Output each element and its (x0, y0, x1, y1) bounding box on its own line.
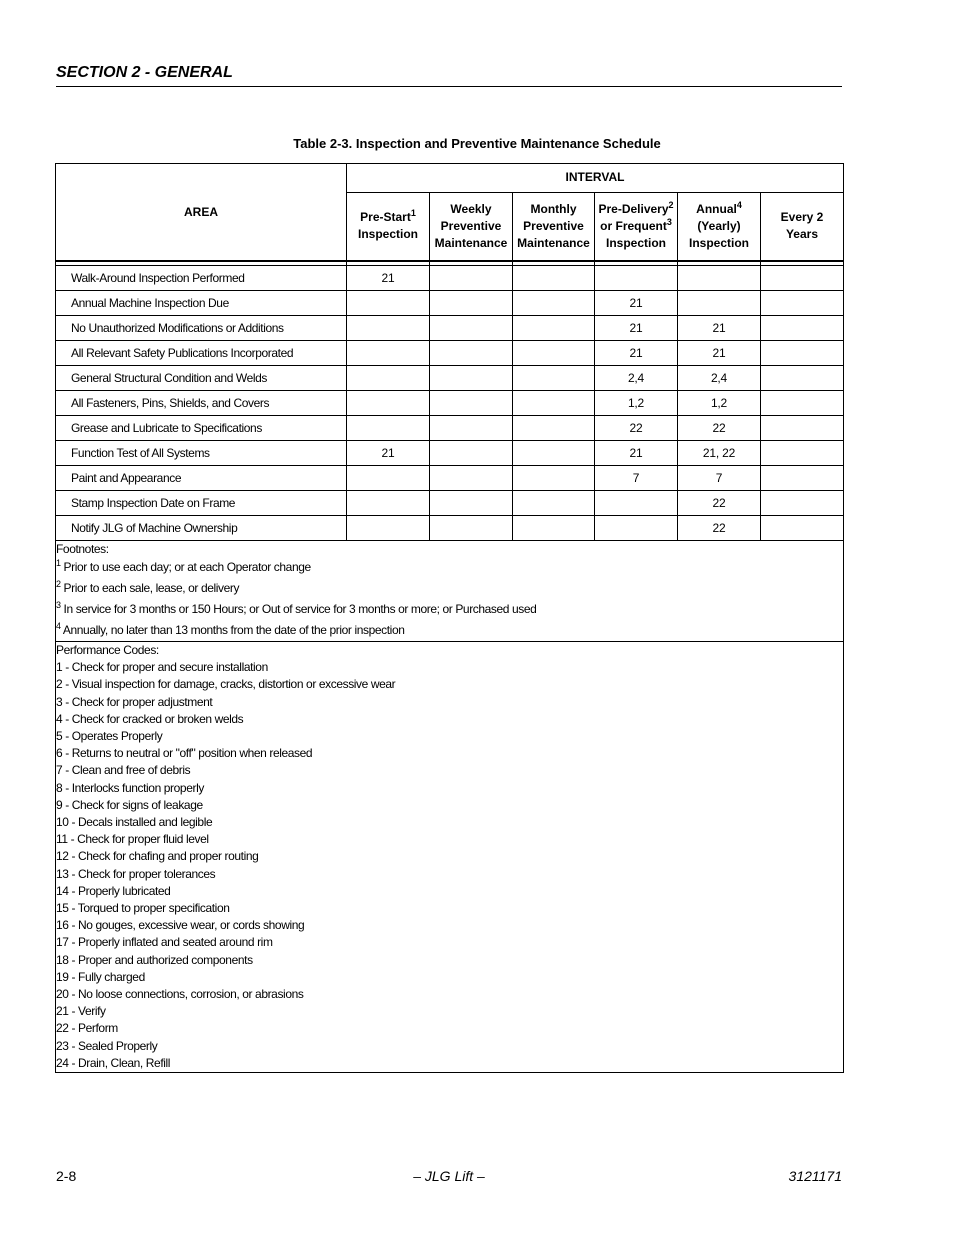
table-row (56, 516, 844, 541)
performance-code-item: 19 - Fully charged (56, 969, 145, 984)
cell-monthly (513, 416, 595, 441)
cell-annual: 21 (678, 316, 761, 341)
table-row (56, 366, 844, 391)
performance-code-item: 22 - Perform (56, 1021, 118, 1036)
cell-weekly (430, 466, 513, 491)
cell-pre-delivery (595, 266, 678, 291)
performance-code-item: 16 - No gouges, excessive wear, or cords showing (56, 918, 305, 933)
cell-pre-start (347, 316, 430, 341)
row-area: General Structural Condition and Welds (56, 366, 347, 391)
performance-code-item: 3 - Check for proper adjustment (56, 694, 213, 709)
cell-pre-delivery: 22 (595, 416, 678, 441)
cell-monthly (513, 441, 595, 466)
cell-every2 (761, 366, 844, 391)
footnotes-cell (56, 541, 844, 642)
cell-monthly (513, 291, 595, 316)
cell-weekly (430, 491, 513, 516)
cell-pre-start (347, 341, 430, 366)
performance-code-item: 21 - Verify (56, 1004, 106, 1019)
cell-annual: 21 (678, 341, 761, 366)
footnote-number: 4 (56, 621, 61, 631)
cell-pre-delivery: 21 (595, 316, 678, 341)
footnote-list (56, 557, 843, 641)
cell-every2 (761, 491, 844, 516)
cell-monthly (513, 516, 595, 541)
cell-annual: 22 (678, 516, 761, 541)
page-footer (56, 1168, 842, 1188)
cell-monthly (513, 466, 595, 491)
cell-pre-delivery: 21 (595, 341, 678, 366)
cell-weekly (430, 266, 513, 291)
cell-pre-delivery: 21 (595, 441, 678, 466)
interval-header: INTERVAL (347, 164, 844, 193)
cell-monthly (513, 491, 595, 516)
cell-annual: 1,2 (678, 391, 761, 416)
performance-code-item: 18 - Proper and authorized components (56, 952, 253, 967)
performance-code-item: 9 - Check for signs of leakage (56, 797, 203, 812)
cell-every2 (761, 291, 844, 316)
performance-code-item: 20 - No loose connections, corrosion, or abrasions (56, 987, 304, 1002)
cell-annual (678, 291, 761, 316)
performance-code-item: 11 - Check for proper fluid level (56, 832, 209, 847)
table-row (56, 491, 844, 516)
footnote-item (56, 578, 843, 599)
cell-weekly (430, 341, 513, 366)
cell-monthly (513, 366, 595, 391)
schedule-rows (56, 266, 844, 541)
cell-every2 (761, 441, 844, 466)
table-row (56, 266, 844, 291)
table-row (56, 416, 844, 441)
cell-weekly (430, 516, 513, 541)
cell-annual: 22 (678, 491, 761, 516)
row-area: Paint and Appearance (56, 466, 347, 491)
row-area: All Relevant Safety Publications Incorporated (56, 341, 347, 366)
cell-annual: 2,4 (678, 366, 761, 391)
performance-codes-cell (56, 642, 844, 1073)
cell-pre-start (347, 466, 430, 491)
footnote-text: Prior to each sale, lease, or delivery (63, 581, 240, 595)
area-header: AREA (56, 164, 347, 262)
cell-pre-start (347, 391, 430, 416)
cell-pre-start (347, 491, 430, 516)
row-area: Stamp Inspection Date on Frame (56, 491, 347, 516)
cell-pre-delivery (595, 516, 678, 541)
footnote-text: Prior to use each day; or at each Operator change (63, 560, 311, 574)
section-title: SECTION 2 - GENERAL (56, 64, 233, 81)
cell-every2 (761, 341, 844, 366)
cell-annual (678, 266, 761, 291)
section-header (56, 64, 842, 87)
footnote-item (56, 557, 843, 578)
table-row (56, 316, 844, 341)
cell-pre-start: 21 (347, 266, 430, 291)
row-area: No Unauthorized Modifications or Additions (56, 316, 347, 341)
performance-code-item: 1 - Check for proper and secure installation (56, 660, 268, 675)
footnote-item (56, 620, 843, 641)
cell-every2 (761, 466, 844, 491)
performance-code-item: 13 - Check for proper tolerances (56, 866, 216, 881)
document-number: 3121171 (788, 1168, 842, 1184)
cell-pre-delivery: 2,4 (595, 366, 678, 391)
cell-annual: 22 (678, 416, 761, 441)
cell-every2 (761, 516, 844, 541)
cell-every2 (761, 416, 844, 441)
table-row (56, 391, 844, 416)
col-annual: Annual$^4$ (Yearly) Inspection (678, 192, 761, 261)
page-number: 2-8 (56, 1168, 77, 1184)
performance-code-item: 10 - Decals installed and legible (56, 815, 213, 830)
cell-pre-start (347, 366, 430, 391)
cell-weekly (430, 391, 513, 416)
row-area: Notify JLG of Machine Ownership (56, 516, 347, 541)
performance-code-item: 12 - Check for chafing and proper routing (56, 849, 259, 864)
footer-brand: – JLG Lift – (413, 1168, 485, 1184)
cell-annual: 7 (678, 466, 761, 491)
maintenance-schedule-table (55, 163, 844, 1073)
table-row (56, 291, 844, 316)
table-title: Table 2-3. Inspection and Preventive Maintenance Schedule (293, 136, 661, 151)
row-area: Walk-Around Inspection Performed (56, 266, 347, 291)
table-row (56, 341, 844, 366)
cell-pre-start (347, 516, 430, 541)
col-monthly: Monthly Preventive Maintenance (513, 192, 595, 261)
cell-weekly (430, 366, 513, 391)
cell-pre-delivery: 21 (595, 291, 678, 316)
performance-code-item: 8 - Interlocks function properly (56, 780, 204, 795)
footnotes-heading: Footnotes: (56, 542, 109, 556)
cell-pre-delivery: 1,2 (595, 391, 678, 416)
performance-code-item: 14 - Properly lubricated (56, 883, 171, 898)
table-row (56, 466, 844, 491)
cell-every2 (761, 391, 844, 416)
performance-code-item: 5 - Operates Properly (56, 729, 163, 744)
table-row (56, 441, 844, 466)
cell-weekly (430, 316, 513, 341)
performance-codes-heading: Performance Codes: (56, 643, 159, 657)
cell-monthly (513, 391, 595, 416)
cell-annual: 21, 22 (678, 441, 761, 466)
cell-monthly (513, 341, 595, 366)
performance-code-item: 7 - Clean and free of debris (56, 763, 191, 778)
col-pre-delivery: Pre-Delivery$^2$ or Frequent$^3$ Inspection (595, 192, 678, 261)
cell-pre-delivery (595, 491, 678, 516)
col-weekly: Weekly Preventive Maintenance (430, 192, 513, 261)
cell-every2 (761, 266, 844, 291)
cell-pre-start (347, 291, 430, 316)
performance-code-item: 23 - Sealed Properly (56, 1038, 158, 1053)
row-area: All Fasteners, Pins, Shields, and Covers (56, 391, 347, 416)
performance-code-list (56, 659, 843, 1072)
cell-monthly (513, 266, 595, 291)
cell-every2 (761, 316, 844, 341)
performance-code-item: 15 - Torqued to proper specification (56, 901, 230, 916)
footnote-item (56, 599, 843, 620)
footnote-text: Annually, no later than 13 months from the date of the prior inspection (62, 623, 405, 637)
cell-pre-start: 21 (347, 441, 430, 466)
footnote-number: 1 (56, 558, 61, 568)
performance-code-item: 24 - Drain, Clean, Refill (56, 1055, 171, 1070)
performance-code-item: 4 - Check for cracked or broken welds (56, 711, 244, 726)
performance-code-item: 17 - Properly inflated and seated around rim (56, 935, 273, 950)
row-area: Grease and Lubricate to Specifications (56, 416, 347, 441)
footnote-text: In service for 3 months or 150 Hours; or Out of service for 3 months or more; or Purchased used (63, 602, 537, 616)
footnote-number: 2 (56, 579, 61, 589)
cell-weekly (430, 441, 513, 466)
col-every-2-years: Every 2 Years (761, 192, 844, 261)
performance-code-item: 6 - Returns to neutral or "off" position when released (56, 746, 313, 761)
row-area: Function Test of All Systems (56, 441, 347, 466)
row-area: Annual Machine Inspection Due (56, 291, 347, 316)
cell-weekly (430, 416, 513, 441)
footnote-number: 3 (56, 600, 61, 610)
cell-pre-delivery: 7 (595, 466, 678, 491)
cell-monthly (513, 316, 595, 341)
performance-code-item: 2 - Visual inspection for damage, cracks, distortion or excessive wear (56, 677, 396, 692)
col-pre-start: Pre-Start$^1$ Inspection (347, 192, 430, 261)
cell-pre-start (347, 416, 430, 441)
cell-weekly (430, 291, 513, 316)
